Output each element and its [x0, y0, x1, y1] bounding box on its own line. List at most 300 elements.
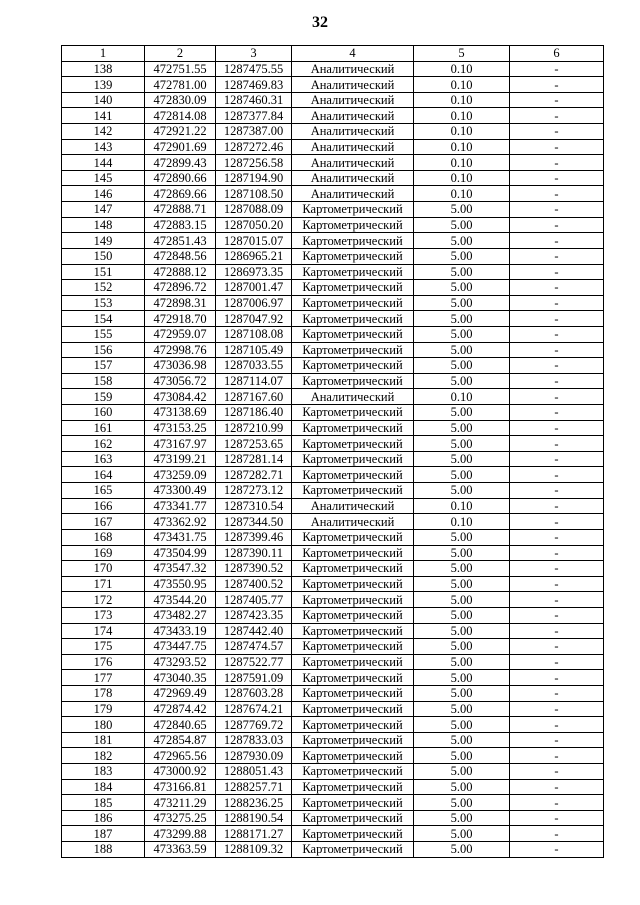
table-row: [62, 826, 604, 842]
table-row: [62, 685, 604, 701]
x-coordinate-cell: 472888.12: [145, 264, 216, 280]
table-row: [62, 92, 604, 108]
description-cell: -: [510, 732, 604, 748]
point-number-cell: 163: [62, 451, 145, 467]
point-number-cell: 188: [62, 842, 145, 858]
y-coordinate-cell: 1287833.03: [216, 732, 292, 748]
method-cell: Аналитический: [292, 498, 414, 514]
x-coordinate-cell: 472965.56: [145, 748, 216, 764]
table-row: [62, 670, 604, 686]
y-coordinate-cell: 1287390.11: [216, 545, 292, 561]
x-coordinate-cell: 473300.49: [145, 483, 216, 499]
description-cell: -: [510, 233, 604, 249]
x-coordinate-cell: 473138.69: [145, 405, 216, 421]
method-cell: Картометрический: [292, 576, 414, 592]
accuracy-cell: 5.00: [414, 280, 510, 296]
point-number-cell: 174: [62, 623, 145, 639]
method-cell: Картометрический: [292, 639, 414, 655]
method-cell: Картометрический: [292, 717, 414, 733]
point-number-cell: 171: [62, 576, 145, 592]
y-coordinate-cell: 1287186.40: [216, 405, 292, 421]
x-coordinate-cell: 473084.42: [145, 389, 216, 405]
accuracy-cell: 5.00: [414, 342, 510, 358]
description-cell: -: [510, 124, 604, 140]
method-cell: Картометрический: [292, 311, 414, 327]
table-body: [62, 61, 604, 857]
x-coordinate-cell: 473544.20: [145, 592, 216, 608]
table-row: [62, 795, 604, 811]
point-number-cell: 179: [62, 701, 145, 717]
description-cell: -: [510, 436, 604, 452]
accuracy-cell: 0.10: [414, 139, 510, 155]
description-cell: -: [510, 139, 604, 155]
description-cell: -: [510, 607, 604, 623]
description-cell: -: [510, 248, 604, 264]
description-cell: -: [510, 639, 604, 655]
table-row: [62, 264, 604, 280]
point-number-cell: 177: [62, 670, 145, 686]
method-cell: Картометрический: [292, 685, 414, 701]
point-number-cell: 156: [62, 342, 145, 358]
point-number-cell: 181: [62, 732, 145, 748]
coordinates-table: [61, 45, 604, 858]
x-coordinate-cell: 473211.29: [145, 795, 216, 811]
method-cell: Картометрический: [292, 483, 414, 499]
point-number-cell: 141: [62, 108, 145, 124]
y-coordinate-cell: 1287272.46: [216, 139, 292, 155]
x-coordinate-cell: 472854.87: [145, 732, 216, 748]
y-coordinate-cell: 1287442.40: [216, 623, 292, 639]
method-cell: Картометрический: [292, 217, 414, 233]
description-cell: -: [510, 467, 604, 483]
x-coordinate-cell: 473166.81: [145, 779, 216, 795]
point-number-cell: 146: [62, 186, 145, 202]
method-cell: Картометрический: [292, 202, 414, 218]
point-number-cell: 180: [62, 717, 145, 733]
point-number-cell: 176: [62, 654, 145, 670]
point-number-cell: 158: [62, 373, 145, 389]
method-cell: Картометрический: [292, 779, 414, 795]
accuracy-cell: 5.00: [414, 592, 510, 608]
y-coordinate-cell: 1287405.77: [216, 592, 292, 608]
y-coordinate-cell: 1287210.99: [216, 420, 292, 436]
y-coordinate-cell: 1287001.47: [216, 280, 292, 296]
point-number-cell: 160: [62, 405, 145, 421]
y-coordinate-cell: 1287015.07: [216, 233, 292, 249]
accuracy-cell: 5.00: [414, 670, 510, 686]
method-cell: Аналитический: [292, 170, 414, 186]
accuracy-cell: 5.00: [414, 732, 510, 748]
accuracy-cell: 5.00: [414, 248, 510, 264]
description-cell: -: [510, 389, 604, 405]
point-number-cell: 183: [62, 764, 145, 780]
x-coordinate-cell: 472921.22: [145, 124, 216, 140]
x-coordinate-cell: 472874.42: [145, 701, 216, 717]
table-row: [62, 436, 604, 452]
y-coordinate-cell: 1287460.31: [216, 92, 292, 108]
y-coordinate-cell: 1287674.21: [216, 701, 292, 717]
x-coordinate-cell: 472998.76: [145, 342, 216, 358]
table-row: [62, 639, 604, 655]
x-coordinate-cell: 473259.09: [145, 467, 216, 483]
accuracy-cell: 0.10: [414, 92, 510, 108]
point-number-cell: 139: [62, 77, 145, 93]
description-cell: -: [510, 826, 604, 842]
accuracy-cell: 0.10: [414, 514, 510, 530]
table-row: [62, 155, 604, 171]
point-number-cell: 162: [62, 436, 145, 452]
description-cell: -: [510, 810, 604, 826]
column-header-1: 1: [62, 46, 145, 62]
method-cell: Картометрический: [292, 405, 414, 421]
method-cell: Аналитический: [292, 77, 414, 93]
method-cell: Картометрический: [292, 623, 414, 639]
table-row: [62, 373, 604, 389]
point-number-cell: 175: [62, 639, 145, 655]
y-coordinate-cell: 1288236.25: [216, 795, 292, 811]
x-coordinate-cell: 473431.75: [145, 529, 216, 545]
description-cell: -: [510, 155, 604, 171]
column-header-3: 3: [216, 46, 292, 62]
x-coordinate-cell: 472840.65: [145, 717, 216, 733]
table-row: [62, 280, 604, 296]
method-cell: Картометрический: [292, 561, 414, 577]
table-row: [62, 108, 604, 124]
x-coordinate-cell: 472781.00: [145, 77, 216, 93]
point-number-cell: 182: [62, 748, 145, 764]
y-coordinate-cell: 1287194.90: [216, 170, 292, 186]
accuracy-cell: 5.00: [414, 483, 510, 499]
method-cell: Аналитический: [292, 155, 414, 171]
accuracy-cell: 5.00: [414, 467, 510, 483]
point-number-cell: 185: [62, 795, 145, 811]
method-cell: Картометрический: [292, 764, 414, 780]
point-number-cell: 168: [62, 529, 145, 545]
y-coordinate-cell: 1287105.49: [216, 342, 292, 358]
description-cell: -: [510, 764, 604, 780]
y-coordinate-cell: 1287282.71: [216, 467, 292, 483]
y-coordinate-cell: 1287050.20: [216, 217, 292, 233]
point-number-cell: 154: [62, 311, 145, 327]
description-cell: -: [510, 670, 604, 686]
y-coordinate-cell: 1287088.09: [216, 202, 292, 218]
table-row: [62, 483, 604, 499]
accuracy-cell: 5.00: [414, 529, 510, 545]
method-cell: Картометрический: [292, 420, 414, 436]
page-number: 32: [312, 14, 328, 31]
point-number-cell: 145: [62, 170, 145, 186]
description-cell: -: [510, 576, 604, 592]
point-number-cell: 151: [62, 264, 145, 280]
y-coordinate-cell: 1287522.77: [216, 654, 292, 670]
description-cell: -: [510, 717, 604, 733]
x-coordinate-cell: 473293.52: [145, 654, 216, 670]
method-cell: Аналитический: [292, 186, 414, 202]
description-cell: -: [510, 795, 604, 811]
point-number-cell: 140: [62, 92, 145, 108]
x-coordinate-cell: 473550.95: [145, 576, 216, 592]
y-coordinate-cell: 1287273.12: [216, 483, 292, 499]
table-row: [62, 498, 604, 514]
x-coordinate-cell: 473056.72: [145, 373, 216, 389]
accuracy-cell: 0.10: [414, 124, 510, 140]
y-coordinate-cell: 1287399.46: [216, 529, 292, 545]
y-coordinate-cell: 1287930.09: [216, 748, 292, 764]
table-row: [62, 186, 604, 202]
description-cell: -: [510, 92, 604, 108]
description-cell: -: [510, 295, 604, 311]
y-coordinate-cell: 1287108.08: [216, 326, 292, 342]
table-row: [62, 592, 604, 608]
table-row: [62, 170, 604, 186]
y-coordinate-cell: 1288257.71: [216, 779, 292, 795]
y-coordinate-cell: 1286965.21: [216, 248, 292, 264]
method-cell: Картометрический: [292, 342, 414, 358]
point-number-cell: 170: [62, 561, 145, 577]
y-coordinate-cell: 1287769.72: [216, 717, 292, 733]
x-coordinate-cell: 472899.43: [145, 155, 216, 171]
x-coordinate-cell: 473447.75: [145, 639, 216, 655]
table-row: [62, 124, 604, 140]
accuracy-cell: 0.10: [414, 77, 510, 93]
accuracy-cell: 5.00: [414, 654, 510, 670]
accuracy-cell: 0.10: [414, 108, 510, 124]
accuracy-cell: 5.00: [414, 451, 510, 467]
description-cell: -: [510, 529, 604, 545]
x-coordinate-cell: 472830.09: [145, 92, 216, 108]
accuracy-cell: 5.00: [414, 576, 510, 592]
y-coordinate-cell: 1287423.35: [216, 607, 292, 623]
point-number-cell: 138: [62, 61, 145, 77]
x-coordinate-cell: 472918.70: [145, 311, 216, 327]
description-cell: -: [510, 748, 604, 764]
method-cell: Картометрический: [292, 592, 414, 608]
y-coordinate-cell: 1287108.50: [216, 186, 292, 202]
y-coordinate-cell: 1287474.57: [216, 639, 292, 655]
point-number-cell: 144: [62, 155, 145, 171]
table-row: [62, 514, 604, 530]
x-coordinate-cell: 473547.32: [145, 561, 216, 577]
x-coordinate-cell: 472898.31: [145, 295, 216, 311]
point-number-cell: 155: [62, 326, 145, 342]
accuracy-cell: 0.10: [414, 155, 510, 171]
accuracy-cell: 5.00: [414, 202, 510, 218]
method-cell: Аналитический: [292, 514, 414, 530]
method-cell: Картометрический: [292, 842, 414, 858]
column-header-5: 5: [414, 46, 510, 62]
table-row: [62, 311, 604, 327]
description-cell: -: [510, 498, 604, 514]
y-coordinate-cell: 1287167.60: [216, 389, 292, 405]
table-row: [62, 326, 604, 342]
accuracy-cell: 5.00: [414, 326, 510, 342]
description-cell: -: [510, 451, 604, 467]
accuracy-cell: 5.00: [414, 217, 510, 233]
y-coordinate-cell: 1287114.07: [216, 373, 292, 389]
accuracy-cell: 5.00: [414, 264, 510, 280]
x-coordinate-cell: 472883.15: [145, 217, 216, 233]
point-number-cell: 149: [62, 233, 145, 249]
point-number-cell: 142: [62, 124, 145, 140]
method-cell: Аналитический: [292, 61, 414, 77]
description-cell: -: [510, 561, 604, 577]
description-cell: -: [510, 358, 604, 374]
table-row: [62, 561, 604, 577]
point-number-cell: 186: [62, 810, 145, 826]
x-coordinate-cell: 473167.97: [145, 436, 216, 452]
method-cell: Картометрический: [292, 467, 414, 483]
accuracy-cell: 5.00: [414, 561, 510, 577]
description-cell: -: [510, 545, 604, 561]
table-row: [62, 342, 604, 358]
point-number-cell: 150: [62, 248, 145, 264]
x-coordinate-cell: 473036.98: [145, 358, 216, 374]
description-cell: -: [510, 342, 604, 358]
column-header-6: 6: [510, 46, 604, 62]
x-coordinate-cell: 473199.21: [145, 451, 216, 467]
point-number-cell: 147: [62, 202, 145, 218]
table-row: [62, 217, 604, 233]
y-coordinate-cell: 1288171.27: [216, 826, 292, 842]
method-cell: Картометрический: [292, 295, 414, 311]
point-number-cell: 178: [62, 685, 145, 701]
point-number-cell: 148: [62, 217, 145, 233]
accuracy-cell: 5.00: [414, 717, 510, 733]
description-cell: -: [510, 405, 604, 421]
x-coordinate-cell: 473362.92: [145, 514, 216, 530]
accuracy-cell: 5.00: [414, 545, 510, 561]
x-coordinate-cell: 473482.27: [145, 607, 216, 623]
accuracy-cell: 0.10: [414, 186, 510, 202]
table-row: [62, 233, 604, 249]
point-number-cell: 161: [62, 420, 145, 436]
x-coordinate-cell: 473363.59: [145, 842, 216, 858]
accuracy-cell: 5.00: [414, 842, 510, 858]
description-cell: -: [510, 701, 604, 717]
method-cell: Картометрический: [292, 451, 414, 467]
accuracy-cell: 5.00: [414, 639, 510, 655]
description-cell: -: [510, 654, 604, 670]
accuracy-cell: 5.00: [414, 826, 510, 842]
point-number-cell: 172: [62, 592, 145, 608]
method-cell: Картометрический: [292, 233, 414, 249]
method-cell: Картометрический: [292, 810, 414, 826]
table-row: [62, 202, 604, 218]
table-row: [62, 810, 604, 826]
accuracy-cell: 5.00: [414, 295, 510, 311]
method-cell: Картометрический: [292, 529, 414, 545]
y-coordinate-cell: 1287256.58: [216, 155, 292, 171]
y-coordinate-cell: 1288109.32: [216, 842, 292, 858]
table-row: [62, 842, 604, 858]
y-coordinate-cell: 1288190.54: [216, 810, 292, 826]
method-cell: Аналитический: [292, 389, 414, 405]
y-coordinate-cell: 1287475.55: [216, 61, 292, 77]
description-cell: -: [510, 592, 604, 608]
y-coordinate-cell: 1287377.84: [216, 108, 292, 124]
method-cell: Картометрический: [292, 670, 414, 686]
accuracy-cell: 5.00: [414, 764, 510, 780]
description-cell: -: [510, 202, 604, 218]
description-cell: -: [510, 685, 604, 701]
table-row: [62, 748, 604, 764]
x-coordinate-cell: 473341.77: [145, 498, 216, 514]
point-number-cell: 152: [62, 280, 145, 296]
x-coordinate-cell: 472969.49: [145, 685, 216, 701]
table-row: [62, 77, 604, 93]
y-coordinate-cell: 1287047.92: [216, 311, 292, 327]
x-coordinate-cell: 472890.66: [145, 170, 216, 186]
description-cell: -: [510, 61, 604, 77]
accuracy-cell: 5.00: [414, 420, 510, 436]
x-coordinate-cell: 472901.69: [145, 139, 216, 155]
method-cell: Картометрический: [292, 654, 414, 670]
method-cell: Картометрический: [292, 436, 414, 452]
accuracy-cell: 5.00: [414, 748, 510, 764]
point-number-cell: 169: [62, 545, 145, 561]
accuracy-cell: 5.00: [414, 373, 510, 389]
method-cell: Аналитический: [292, 108, 414, 124]
x-coordinate-cell: 472869.66: [145, 186, 216, 202]
accuracy-cell: 5.00: [414, 233, 510, 249]
method-cell: Картометрический: [292, 795, 414, 811]
y-coordinate-cell: 1287033.55: [216, 358, 292, 374]
x-coordinate-cell: 472751.55: [145, 61, 216, 77]
description-cell: -: [510, 170, 604, 186]
method-cell: Картометрический: [292, 358, 414, 374]
y-coordinate-cell: 1287387.00: [216, 124, 292, 140]
accuracy-cell: 5.00: [414, 701, 510, 717]
table-row: [62, 451, 604, 467]
table-row: [62, 405, 604, 421]
y-coordinate-cell: 1287591.09: [216, 670, 292, 686]
point-number-cell: 187: [62, 826, 145, 842]
y-coordinate-cell: 1287390.52: [216, 561, 292, 577]
method-cell: Картометрический: [292, 545, 414, 561]
y-coordinate-cell: 1287400.52: [216, 576, 292, 592]
x-coordinate-cell: 473153.25: [145, 420, 216, 436]
x-coordinate-cell: 473299.88: [145, 826, 216, 842]
table-row: [62, 248, 604, 264]
y-coordinate-cell: 1287253.65: [216, 436, 292, 452]
point-number-cell: 173: [62, 607, 145, 623]
description-cell: -: [510, 373, 604, 389]
point-number-cell: 165: [62, 483, 145, 499]
table-row: [62, 545, 604, 561]
description-cell: -: [510, 483, 604, 499]
point-number-cell: 167: [62, 514, 145, 530]
table-row: [62, 717, 604, 733]
accuracy-cell: 5.00: [414, 436, 510, 452]
column-header-4: 4: [292, 46, 414, 62]
x-coordinate-cell: 473433.19: [145, 623, 216, 639]
point-number-cell: 184: [62, 779, 145, 795]
accuracy-cell: 5.00: [414, 623, 510, 639]
method-cell: Картометрический: [292, 326, 414, 342]
accuracy-cell: 5.00: [414, 685, 510, 701]
method-cell: Аналитический: [292, 92, 414, 108]
method-cell: Картометрический: [292, 607, 414, 623]
table-row: [62, 529, 604, 545]
table-row: [62, 779, 604, 795]
table-row: [62, 420, 604, 436]
x-coordinate-cell: 473275.25: [145, 810, 216, 826]
method-cell: Картометрический: [292, 701, 414, 717]
description-cell: -: [510, 311, 604, 327]
table-row: [62, 654, 604, 670]
x-coordinate-cell: 472848.56: [145, 248, 216, 264]
description-cell: -: [510, 264, 604, 280]
